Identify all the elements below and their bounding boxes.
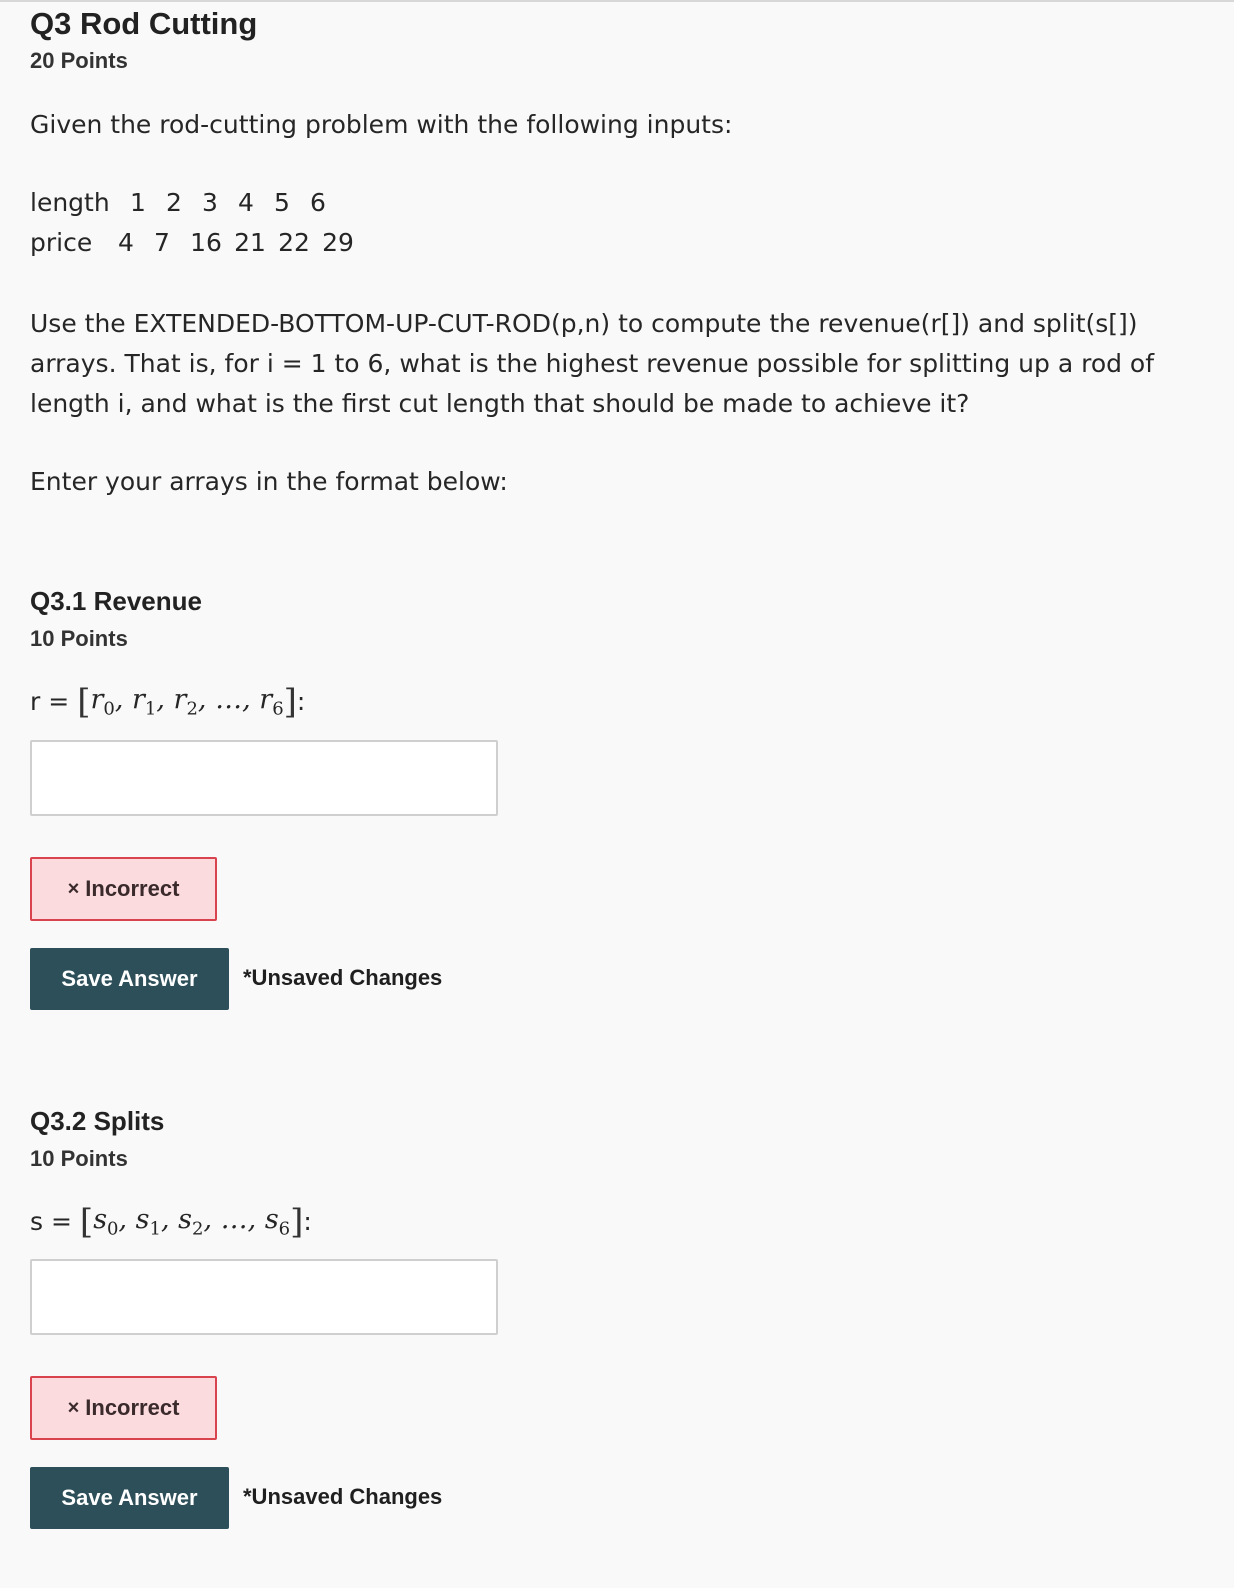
unsaved-changes-status: *Unsaved Changes [243, 1484, 443, 1509]
part-title-revenue: Q3.1 Revenue [30, 586, 202, 616]
formula-open-bracket: [ [79, 1201, 94, 1242]
formula-terms: $r_0$, $r_1$, $r_2$, …, $r_6$ [90, 684, 284, 720]
length-label: length [30, 188, 110, 217]
save-answer-button[interactable]: Save Answer [30, 948, 229, 1010]
price-cell: 7 [154, 228, 170, 257]
price-row [30, 228, 354, 257]
unsaved-changes-status: *Unsaved Changes [243, 965, 443, 990]
question-intro: Given the rod-cutting problem with the following inputs: [30, 110, 733, 139]
price-label: price [30, 228, 93, 257]
price-cell: 4 [118, 228, 134, 257]
splits-incorrect-badge [30, 1376, 217, 1440]
close-icon: × [67, 878, 80, 900]
length-row [30, 188, 326, 217]
length-cell: 4 [238, 188, 254, 217]
revenue-answer-input[interactable] [30, 740, 498, 816]
part-title-splits: Q3.2 Splits [30, 1106, 165, 1136]
question-instructions: Use the EXTENDED-BOTTOM-UP-CUT-ROD(p,n) to compute the revenue(r[]) and split(s[]) arrays. That is, for i = 1 to 6, what is the highest revenue possible for splitting up a rod of length i, and what is the first cut length that should be made to achieve it? [30, 309, 1155, 418]
revenue-formula [30, 681, 306, 722]
price-cell: 21 [234, 228, 266, 257]
top-divider [0, 0, 1234, 2]
formula-open-bracket: [ [77, 681, 91, 722]
revenue-incorrect-badge [30, 857, 217, 921]
formula-lhs: r = [30, 687, 70, 717]
length-cell: 6 [310, 188, 326, 217]
length-cell: 5 [274, 188, 290, 217]
incorrect-label: Incorrect [85, 876, 180, 901]
question-points: 20 Points [30, 48, 128, 73]
formula-terms: $s_0$, $s_1$, $s_2$, …, $s_6$ [93, 1204, 291, 1240]
formula-suffix: : [296, 687, 306, 717]
close-icon: × [67, 1397, 80, 1419]
length-cell: 2 [166, 188, 182, 217]
question-title: Q3 Rod Cutting [30, 6, 258, 41]
incorrect-label: Incorrect [85, 1395, 180, 1420]
part-points-revenue: 10 Points [30, 626, 128, 651]
length-cell: 1 [130, 188, 146, 217]
save-answer-button[interactable]: Save Answer [30, 1467, 229, 1529]
splits-answer-input[interactable] [30, 1259, 498, 1335]
splits-formula [30, 1201, 312, 1242]
price-cell: 29 [322, 228, 354, 257]
format-note: Enter your arrays in the format below: [30, 467, 508, 496]
part-points-splits: 10 Points [30, 1146, 128, 1171]
formula-close-bracket: ] [283, 681, 297, 722]
length-cell: 3 [202, 188, 218, 217]
price-cell: 22 [278, 228, 310, 257]
formula-suffix: : [303, 1207, 312, 1237]
formula-close-bracket: ] [290, 1201, 304, 1242]
formula-lhs: s = [30, 1207, 72, 1237]
price-cell: 16 [190, 228, 222, 257]
